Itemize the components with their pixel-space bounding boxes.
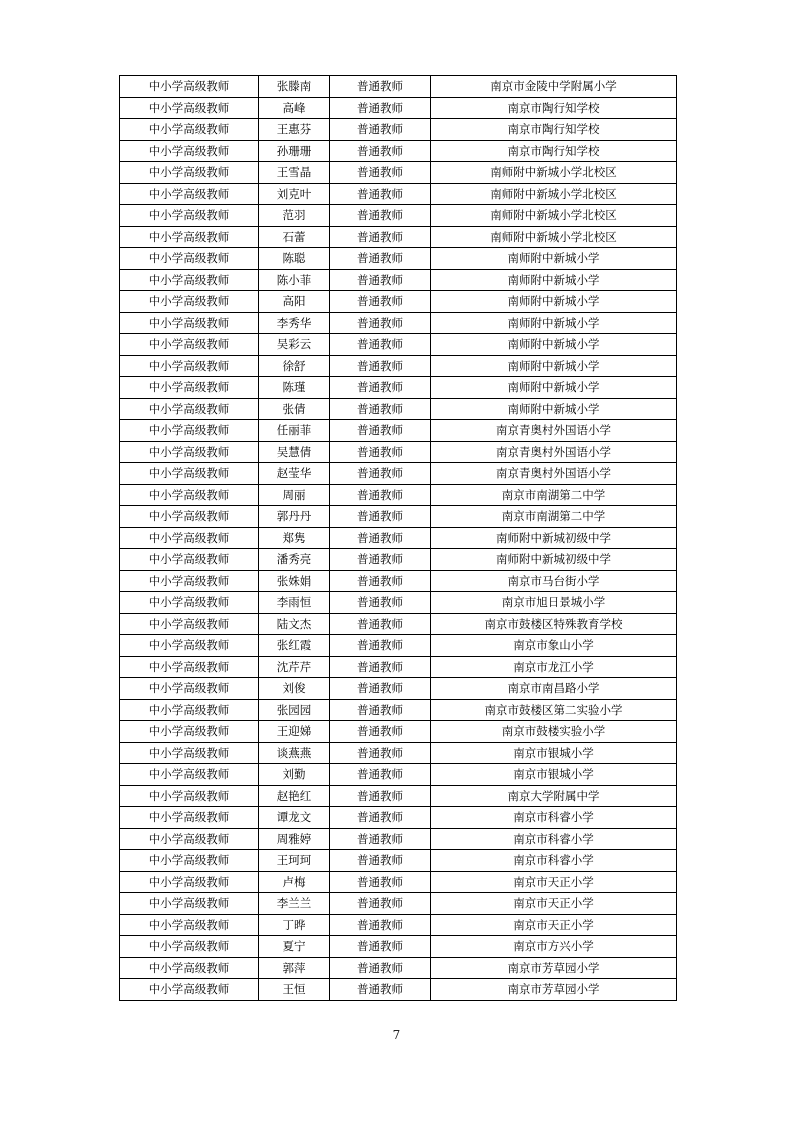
cell-name: 孙珊珊 [259,140,330,162]
cell-position: 普通教师 [330,377,431,399]
cell-school: 南京市象山小学 [431,635,677,657]
cell-position: 普通教师 [330,441,431,463]
table-row [120,742,677,764]
cell-name: 徐舒 [259,355,330,377]
cell-school: 南京市方兴小学 [431,936,677,958]
cell-position: 普通教师 [330,549,431,571]
table-row [120,893,677,915]
cell-title: 中小学高级教师 [120,484,259,506]
table-row [120,914,677,936]
cell-name: 谭龙文 [259,807,330,829]
cell-name: 吴彩云 [259,334,330,356]
cell-title: 中小学高级教师 [120,119,259,141]
cell-school: 南京市旭日景城小学 [431,592,677,614]
cell-name: 高峰 [259,97,330,119]
cell-position: 普通教师 [330,312,431,334]
cell-school: 南师附中新城小学 [431,355,677,377]
table-row [120,140,677,162]
cell-name: 李兰兰 [259,893,330,915]
cell-position: 普通教师 [330,850,431,872]
cell-name: 张园园 [259,699,330,721]
cell-school: 南师附中新城小学北校区 [431,226,677,248]
cell-school: 南京市陶行知学校 [431,97,677,119]
table-row [120,592,677,614]
cell-position: 普通教师 [330,506,431,528]
cell-position: 普通教师 [330,742,431,764]
cell-title: 中小学高级教师 [120,527,259,549]
cell-school: 南京市南昌路小学 [431,678,677,700]
cell-school: 南师附中新城初级中学 [431,527,677,549]
cell-position: 普通教师 [330,420,431,442]
table-row [120,484,677,506]
cell-title: 中小学高级教师 [120,248,259,270]
cell-name: 陆文杰 [259,613,330,635]
cell-name: 张姝娟 [259,570,330,592]
cell-title: 中小学高级教师 [120,463,259,485]
cell-position: 普通教师 [330,162,431,184]
cell-position: 普通教师 [330,398,431,420]
table-row [120,527,677,549]
cell-school: 南京市鼓楼实验小学 [431,721,677,743]
cell-school: 南京市龙江小学 [431,656,677,678]
cell-title: 中小学高级教师 [120,742,259,764]
cell-title: 中小学高级教师 [120,914,259,936]
table-row [120,334,677,356]
table-row [120,377,677,399]
cell-position: 普通教师 [330,484,431,506]
cell-school: 南师附中新城小学 [431,269,677,291]
cell-school: 南京市鼓楼区第二实验小学 [431,699,677,721]
cell-school: 南京大学附属中学 [431,785,677,807]
cell-title: 中小学高级教师 [120,140,259,162]
cell-position: 普通教师 [330,527,431,549]
table-row [120,957,677,979]
cell-name: 任丽菲 [259,420,330,442]
cell-name: 王恒 [259,979,330,1001]
cell-name: 丁晔 [259,914,330,936]
cell-name: 夏宁 [259,936,330,958]
cell-school: 南京市马台街小学 [431,570,677,592]
cell-title: 中小学高级教师 [120,97,259,119]
table-row [120,205,677,227]
cell-position: 普通教师 [330,463,431,485]
cell-position: 普通教师 [330,613,431,635]
cell-name: 刘勤 [259,764,330,786]
table-row [120,678,677,700]
cell-title: 中小学高级教师 [120,441,259,463]
table-row [120,979,677,1001]
cell-name: 李雨恒 [259,592,330,614]
cell-title: 中小学高级教师 [120,76,259,98]
cell-title: 中小学高级教师 [120,226,259,248]
cell-position: 普通教师 [330,592,431,614]
cell-school: 南京市银城小学 [431,764,677,786]
table-row [120,936,677,958]
cell-school: 南京市银城小学 [431,742,677,764]
cell-position: 普通教师 [330,248,431,270]
cell-position: 普通教师 [330,334,431,356]
cell-name: 张倩 [259,398,330,420]
table-row [120,183,677,205]
table-row [120,807,677,829]
cell-name: 郭萍 [259,957,330,979]
cell-position: 普通教师 [330,76,431,98]
cell-name: 郑隽 [259,527,330,549]
cell-school: 南京市金陵中学附属小学 [431,76,677,98]
cell-name: 李秀华 [259,312,330,334]
cell-school: 南师附中新城小学北校区 [431,162,677,184]
cell-position: 普通教师 [330,119,431,141]
cell-school: 南京市芳草园小学 [431,957,677,979]
cell-title: 中小学高级教师 [120,420,259,442]
cell-name: 周丽 [259,484,330,506]
cell-name: 石蕾 [259,226,330,248]
table-row [120,549,677,571]
table-row [120,76,677,98]
cell-position: 普通教师 [330,764,431,786]
table-row [120,291,677,313]
cell-position: 普通教师 [330,979,431,1001]
cell-position: 普通教师 [330,807,431,829]
cell-name: 郭丹丹 [259,506,330,528]
cell-title: 中小学高级教师 [120,506,259,528]
cell-school: 南师附中新城小学 [431,248,677,270]
table-row [120,506,677,528]
cell-title: 中小学高级教师 [120,205,259,227]
cell-school: 南师附中新城小学 [431,377,677,399]
table-row [120,355,677,377]
table-row [120,97,677,119]
page-number: 7 [392,1028,401,1042]
cell-school: 南师附中新城小学北校区 [431,183,677,205]
cell-name: 沈芹芹 [259,656,330,678]
cell-title: 中小学高级教师 [120,871,259,893]
cell-name: 张红霞 [259,635,330,657]
cell-position: 普通教师 [330,721,431,743]
cell-name: 陈聪 [259,248,330,270]
table-row [120,312,677,334]
cell-position: 普通教师 [330,914,431,936]
table-row [120,119,677,141]
table-row [120,764,677,786]
cell-name: 张滕南 [259,76,330,98]
cell-name: 范羽 [259,205,330,227]
table-row [120,828,677,850]
cell-school: 南师附中新城小学 [431,398,677,420]
cell-school: 南师附中新城小学 [431,291,677,313]
cell-school: 南京市芳草园小学 [431,979,677,1001]
table-row [120,699,677,721]
cell-school: 南京市科睿小学 [431,828,677,850]
cell-title: 中小学高级教师 [120,635,259,657]
cell-position: 普通教师 [330,699,431,721]
cell-name: 周雅婷 [259,828,330,850]
cell-school: 南京青奥村外国语小学 [431,463,677,485]
cell-position: 普通教师 [330,893,431,915]
table-row [120,463,677,485]
cell-title: 中小学高级教师 [120,850,259,872]
cell-name: 赵艳红 [259,785,330,807]
cell-position: 普通教师 [330,140,431,162]
cell-school: 南京市天正小学 [431,914,677,936]
table-row [120,269,677,291]
cell-title: 中小学高级教师 [120,764,259,786]
cell-name: 刘俊 [259,678,330,700]
cell-title: 中小学高级教师 [120,656,259,678]
table-row [120,226,677,248]
cell-position: 普通教师 [330,678,431,700]
table-row [120,248,677,270]
cell-position: 普通教师 [330,97,431,119]
cell-title: 中小学高级教师 [120,312,259,334]
cell-position: 普通教师 [330,355,431,377]
cell-name: 王惠芬 [259,119,330,141]
cell-position: 普通教师 [330,785,431,807]
cell-title: 中小学高级教师 [120,893,259,915]
cell-school: 南京青奥村外国语小学 [431,420,677,442]
cell-position: 普通教师 [330,570,431,592]
cell-title: 中小学高级教师 [120,613,259,635]
table-row [120,441,677,463]
cell-title: 中小学高级教师 [120,398,259,420]
table-row [120,656,677,678]
cell-title: 中小学高级教师 [120,334,259,356]
cell-school: 南师附中新城初级中学 [431,549,677,571]
table-body [120,76,677,1001]
table-row [120,420,677,442]
cell-title: 中小学高级教师 [120,592,259,614]
cell-school: 南京市鼓楼区特殊教育学校 [431,613,677,635]
cell-school: 南京市科睿小学 [431,850,677,872]
cell-title: 中小学高级教师 [120,162,259,184]
table-row [120,570,677,592]
table-row [120,785,677,807]
table-row [120,398,677,420]
cell-name: 卢梅 [259,871,330,893]
table-row [120,871,677,893]
cell-school: 南京市天正小学 [431,893,677,915]
cell-position: 普通教师 [330,269,431,291]
cell-title: 中小学高级教师 [120,699,259,721]
cell-title: 中小学高级教师 [120,570,259,592]
cell-title: 中小学高级教师 [120,721,259,743]
cell-school: 南京市南湖第二中学 [431,506,677,528]
cell-title: 中小学高级教师 [120,807,259,829]
cell-name: 刘克叶 [259,183,330,205]
cell-school: 南师附中新城小学 [431,334,677,356]
table-row [120,162,677,184]
cell-name: 潘秀亮 [259,549,330,571]
cell-school: 南京市南湖第二中学 [431,484,677,506]
cell-title: 中小学高级教师 [120,291,259,313]
cell-position: 普通教师 [330,871,431,893]
cell-title: 中小学高级教师 [120,828,259,850]
cell-title: 中小学高级教师 [120,957,259,979]
cell-name: 陈小菲 [259,269,330,291]
cell-position: 普通教师 [330,957,431,979]
cell-title: 中小学高级教师 [120,183,259,205]
cell-name: 高阳 [259,291,330,313]
table-row [120,721,677,743]
cell-position: 普通教师 [330,656,431,678]
cell-school: 南京青奥村外国语小学 [431,441,677,463]
cell-position: 普通教师 [330,828,431,850]
cell-school: 南师附中新城小学 [431,312,677,334]
cell-school: 南京市科睿小学 [431,807,677,829]
table-row [120,850,677,872]
cell-name: 王迎娣 [259,721,330,743]
cell-name: 赵莹华 [259,463,330,485]
cell-position: 普通教师 [330,936,431,958]
cell-title: 中小学高级教师 [120,549,259,571]
cell-school: 南京市天正小学 [431,871,677,893]
cell-title: 中小学高级教师 [120,269,259,291]
cell-title: 中小学高级教师 [120,936,259,958]
cell-title: 中小学高级教师 [120,785,259,807]
cell-position: 普通教师 [330,635,431,657]
cell-school: 南京市陶行知学校 [431,119,677,141]
cell-position: 普通教师 [330,205,431,227]
cell-position: 普通教师 [330,183,431,205]
cell-position: 普通教师 [330,291,431,313]
cell-position: 普通教师 [330,226,431,248]
cell-school: 南师附中新城小学北校区 [431,205,677,227]
personnel-table [119,75,677,1001]
cell-title: 中小学高级教师 [120,355,259,377]
table-row [120,635,677,657]
cell-title: 中小学高级教师 [120,678,259,700]
cell-school: 南京市陶行知学校 [431,140,677,162]
cell-title: 中小学高级教师 [120,377,259,399]
cell-title: 中小学高级教师 [120,979,259,1001]
cell-name: 谈燕燕 [259,742,330,764]
table-row [120,613,677,635]
cell-name: 吴慧倩 [259,441,330,463]
cell-name: 王雪晶 [259,162,330,184]
cell-name: 王珂珂 [259,850,330,872]
cell-name: 陈瑾 [259,377,330,399]
